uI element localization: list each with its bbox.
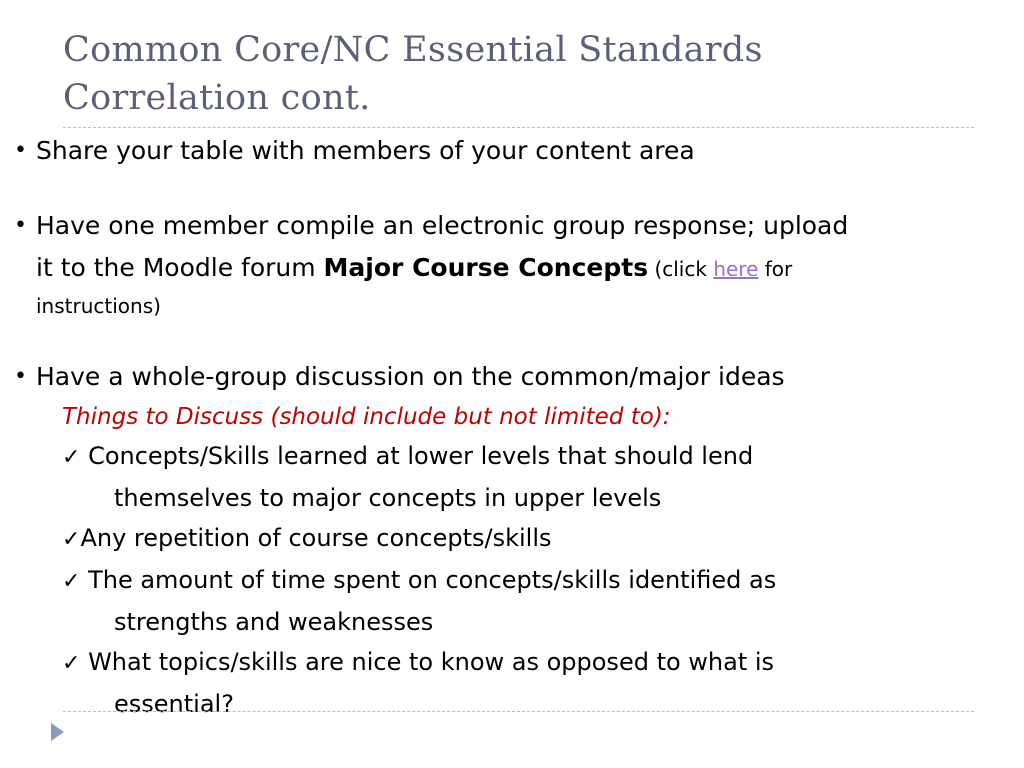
- click-close-text: for: [758, 257, 793, 281]
- forum-name: Major Course Concepts: [323, 253, 649, 282]
- triangle-right-icon: [51, 723, 64, 741]
- check-icon: ✓: [62, 445, 81, 470]
- bullet-line-1: Have one member compile an electronic group response; upload: [36, 211, 849, 240]
- bullet-compile-response: [14, 205, 1014, 290]
- bullet-line-2-prefix: it to the Moodle forum: [36, 253, 324, 282]
- bullet-group-discussion: [14, 356, 1014, 398]
- here-link[interactable]: here: [713, 257, 759, 281]
- slide-body: [14, 130, 1014, 724]
- check-item-concepts: [14, 436, 1014, 518]
- bullet-text: Share your table with members of your content area: [36, 136, 695, 165]
- check-line-1: Any repetition of course concepts/skills: [80, 524, 552, 552]
- title-line-1: Common Core/NC Essential Standards: [63, 30, 763, 70]
- check-item-time-spent: [14, 560, 1014, 642]
- check-line-1: The amount of time spent on concepts/skills identified as: [80, 566, 777, 594]
- check-icon: ✓: [62, 527, 81, 552]
- check-line-2: essential?: [114, 690, 234, 718]
- bullet-dot: •: [14, 213, 27, 238]
- discuss-heading: Things to Discuss (should include but not limited to):: [62, 404, 671, 430]
- bullet-dot: •: [14, 138, 27, 163]
- check-icon: ✓: [62, 651, 81, 676]
- check-item-repetition: [14, 518, 1014, 560]
- click-open-text: (click: [648, 257, 714, 281]
- title-line-2: Correlation cont.: [63, 78, 371, 118]
- bullet-dot: •: [14, 364, 27, 389]
- check-line-1: What topics/skills are nice to know as opposed to what is: [80, 648, 775, 676]
- title-divider: [63, 127, 974, 128]
- check-line-1: Concepts/Skills learned at lower levels that should lend: [80, 442, 754, 470]
- bullet-share-table: [14, 130, 1014, 172]
- check-line-2: themselves to major concepts in upper levels: [114, 484, 662, 512]
- footer-divider: [63, 711, 974, 712]
- bullet-text: Have a whole-group discussion on the common/major ideas: [36, 362, 785, 391]
- slide-title: [63, 26, 963, 122]
- instructions-text: instructions): [36, 294, 161, 318]
- check-line-2: strengths and weaknesses: [114, 608, 434, 636]
- check-icon: ✓: [62, 569, 81, 594]
